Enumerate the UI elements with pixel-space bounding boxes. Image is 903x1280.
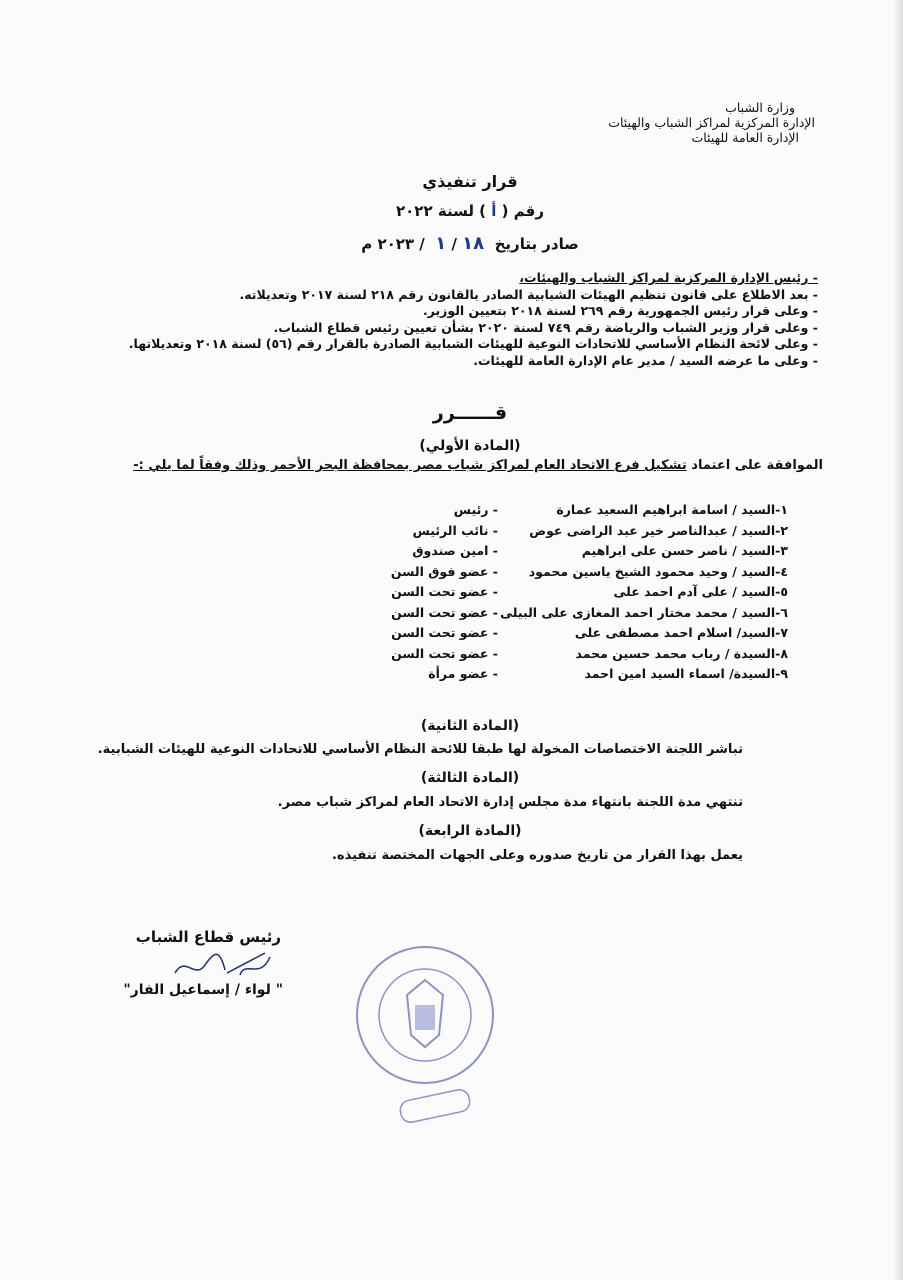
member-role: - امين صندوق: [412, 543, 498, 558]
member-name: ٤-السيد / وحيد محمود الشيخ ياسين محمود: [528, 563, 788, 579]
member-role: - عضو تحت السن: [391, 645, 498, 661]
member-row: [348, 541, 788, 562]
member-row: [348, 562, 788, 583]
signatory-title: رئيس قطاع الشباب: [135, 928, 281, 946]
member-name: ٢-السيد / عبدالناصر خير عبد الراضى عوض: [529, 522, 788, 538]
number-suffix: ) لسنة ٢٠٢٢: [396, 202, 487, 220]
preamble-line: - وعلى قرار رئيس الجمهورية رقم ٢٦٩ لسنة ٢٠١٨ بتعيين الوزير.: [422, 303, 818, 318]
article1-title: (المادة الأولي): [419, 438, 521, 454]
member-name: ٩-السيدة/ اسماء السيد امين احمد: [584, 666, 788, 681]
article1-text: [133, 458, 823, 473]
article3-text: تنتهي مدة اللجنة بانتهاء مدة مجلس إدارة الاتحاد العام لمراكز شباب مصر.: [277, 795, 743, 810]
handwritten-signature: [165, 945, 280, 985]
number-prefix: رقم (: [501, 202, 544, 220]
letterhead: [608, 100, 815, 145]
preamble-line: - وعلى لائحة النظام الأساسي للاتحادات النوعية للهيئات الشبابية الصادرة بالقرار رقم (٥٦) لسنة ٢٠١٨ وتعديلاتها.: [128, 336, 818, 351]
decree-word: قــــــرر: [432, 402, 508, 424]
member-row: [348, 521, 788, 542]
preamble: [118, 270, 818, 369]
decree-number: [0, 202, 903, 220]
article1-text-underlined: تشكيل فرع الاتحاد العام لمراكز شباب مصر بمحافظة البحر الأحمر وذلك وفقاً لما يلي :-: [133, 458, 687, 473]
member-row: [348, 582, 788, 603]
preamble-line: - وعلى ما عرضه السيد / مدير عام الإدارة العامة للهيئات.: [473, 352, 818, 368]
member-name: ١-السيد / اسامة ابراهيم السعيد عمارة: [556, 502, 788, 517]
signatory-name: " لواء / إسماعيل الفار": [123, 982, 283, 998]
member-row: [348, 664, 788, 685]
member-name: ٥-السيد / على آدم احمد على: [613, 584, 788, 599]
date-prefix: صادر بتاريخ: [494, 235, 579, 253]
article2-text: تباشر اللجنة الاختصاصات المخولة لها طبقا للائحة النظام الأساسي للاتحادات النوعية للهيئات الشبابية.: [97, 742, 743, 757]
official-stamp: [345, 935, 505, 1135]
member-name: ٨-السيدة / رباب محمد حسين محمد: [575, 645, 788, 661]
preamble-line: - رئيس الإدارة المركزية لمراكز الشباب والهيئات،: [519, 270, 818, 285]
date-month: ١: [435, 233, 447, 254]
decree-date: [0, 233, 903, 254]
member-role: - عضو فوق السن: [390, 563, 498, 579]
article3-title: (المادة الثالثة): [420, 770, 520, 786]
member-name: ٣-السيد / ناصر حسن على ابراهيم: [581, 543, 788, 558]
number-value: أ: [491, 202, 497, 220]
member-name: ٧-السيد/ اسلام احمد مصطفى على: [574, 625, 788, 640]
member-role: - عضو تحت السن: [391, 625, 498, 640]
date-day: ١٨: [462, 233, 485, 254]
article4-title: (المادة الرابعة): [418, 823, 522, 839]
member-role: - نائب الرئيس: [412, 522, 498, 538]
article2-title: (المادة الثانية): [420, 718, 520, 734]
member-row: [348, 500, 788, 521]
member-role: - عضو مرأة: [428, 666, 498, 681]
date-separator: /: [451, 235, 457, 253]
members-list: [348, 500, 788, 685]
member-row: [348, 603, 788, 624]
ministry-name: وزارة الشباب: [725, 100, 795, 115]
member-role: - عضو تحت السن: [391, 604, 498, 620]
preamble-line: - بعد الاطلاع على قانون تنظيم الهيئات الشبابية الصادر بالقانون رقم ٢١٨ لسنة ٢٠١٧ وتعديلاته.: [239, 286, 818, 302]
member-role: - عضو تحت السن: [391, 584, 498, 599]
scan-edge: [893, 0, 903, 1280]
member-role: - رئيس: [453, 502, 498, 517]
preamble-line: - وعلى قرار وزير الشباب والرياضة رقم ٧٤٩ لسنة ٢٠٢٠ بشأن تعيين رئيس قطاع الشباب.: [273, 319, 818, 335]
member-row: [348, 644, 788, 665]
member-row: [348, 623, 788, 644]
general-admin-name: الإدارة العامة للهيئات: [691, 130, 799, 145]
date-year: / ٢٠٢٣ م: [361, 235, 425, 253]
article4-text: يعمل بهذا القرار من تاريخ صدوره وعلى الجهات المختصة تنفيذه.: [331, 848, 743, 863]
decree-heading: قرار تنفيذي: [422, 172, 518, 191]
article1-text-start: الموافقة على اعتماد: [691, 458, 823, 473]
member-name: ٦-السيد / محمد مختار احمد المغازى على البيلى: [500, 604, 788, 620]
central-admin-name: الإدارة المركزية لمراكز الشباب والهيئات: [608, 115, 815, 130]
